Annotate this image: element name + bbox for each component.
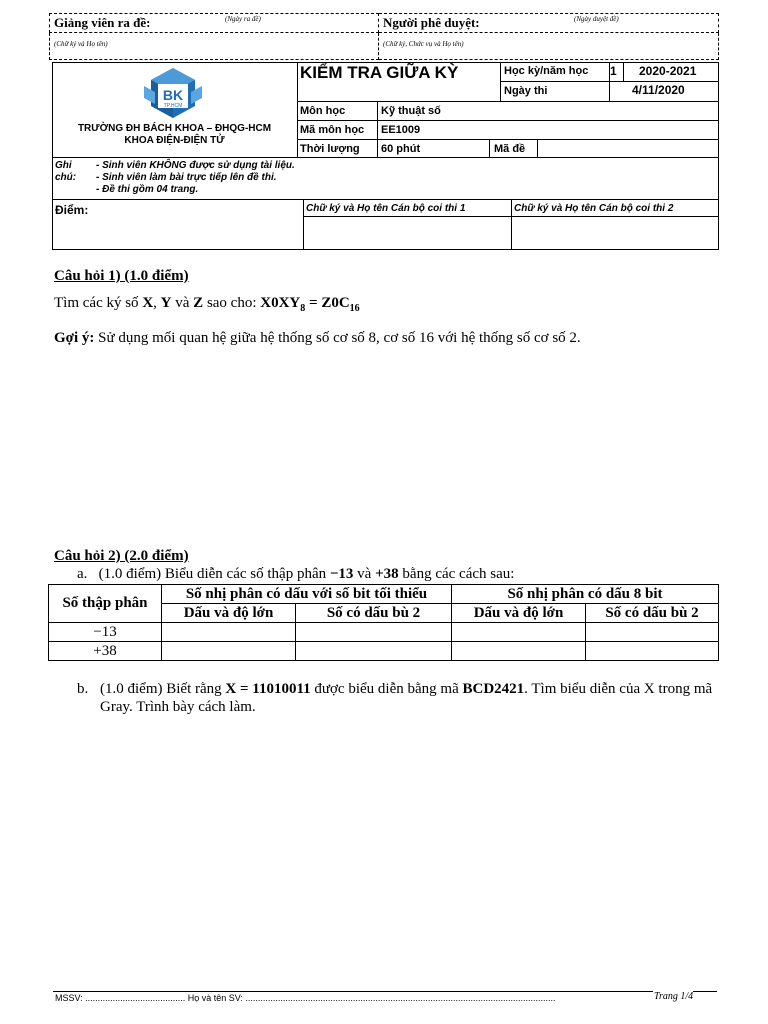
approver-cell bbox=[379, 14, 719, 33]
approver-date-hint: (Ngày duyệt đề) bbox=[574, 15, 619, 23]
semester-value: 1 bbox=[610, 64, 617, 78]
author-label: Giảng viên ra đề: bbox=[54, 15, 151, 30]
answer-cell[interactable] bbox=[586, 642, 719, 661]
school-block bbox=[52, 62, 298, 157]
sub-sign-magnitude: Dấu và độ lớn bbox=[162, 604, 296, 623]
footer-rule bbox=[53, 991, 717, 992]
approver-sign-cell bbox=[379, 33, 719, 60]
mssv-field: MSSV: ........................................ bbox=[55, 993, 186, 1003]
sub-twos-complement: Số có dấu bù 2 bbox=[586, 604, 719, 623]
answer-cell[interactable] bbox=[162, 623, 296, 642]
col-group-8bit: Số nhị phân có dấu 8 bit bbox=[452, 585, 719, 604]
answer-cell[interactable] bbox=[452, 623, 586, 642]
sub-twos-complement: Số có dấu bù 2 bbox=[296, 604, 452, 623]
author-cell bbox=[50, 14, 379, 33]
q2-heading: Câu hỏi 2) (2.0 điểm) bbox=[54, 548, 189, 564]
approver-sign-hint: (Chữ ký, Chức vụ và Họ tên) bbox=[383, 40, 464, 48]
date-label: Ngày thi bbox=[504, 85, 548, 97]
q2a-marker: a. bbox=[77, 566, 88, 582]
subject-label: Môn học bbox=[300, 105, 346, 117]
note-item: - Đề thi gồm 04 trang. bbox=[96, 184, 199, 195]
representation-table bbox=[48, 584, 719, 661]
student-name-field: Họ và tên SV: ............................................................................................................................ bbox=[185, 993, 556, 1003]
exam-info-grid bbox=[297, 62, 719, 157]
var-y: Y bbox=[160, 295, 172, 311]
hint-text: Sử dụng mối quan hệ giữa hệ thống số cơ số 8, cơ số 16 với hệ thống số cơ số 2. bbox=[94, 330, 581, 346]
notes-label: Ghi chú: bbox=[55, 160, 77, 183]
faculty-name: KHOA ĐIỆN-ĐIỆN TỬ bbox=[124, 135, 225, 146]
var-z: Z bbox=[193, 295, 204, 311]
score-label: Điểm: bbox=[55, 203, 89, 217]
table-row bbox=[49, 623, 719, 642]
course-code-label: Mã môn học bbox=[300, 124, 365, 136]
exam-code-label: Mã đề bbox=[494, 143, 526, 155]
proctor1-label: Chữ ký và Họ tên Cán bộ coi thi 1 bbox=[306, 203, 466, 214]
notes-list bbox=[96, 160, 295, 196]
semester-label: Học kỳ/năm học bbox=[504, 65, 589, 77]
author-date-hint: (Ngày ra đề) bbox=[225, 15, 261, 23]
hint-label: Gợi ý: bbox=[54, 330, 95, 346]
q2b-text: b. (1.0 điểm) Biết rằng X = 11010011 được biểu diễn bằng mã BCD2421. Tìm biểu diễn của X trong mã Gray. Trình bày cách làm. bbox=[77, 681, 713, 715]
q1-hint bbox=[54, 330, 581, 347]
note-item: - Sinh viên làm bài trực tiếp lên đề thi. bbox=[96, 172, 277, 183]
row-value: +38 bbox=[49, 642, 162, 661]
row-value: −13 bbox=[49, 623, 162, 642]
author-sign-hint: (Chữ ký và Họ tên) bbox=[54, 40, 108, 48]
date-value: 4/11/2020 bbox=[632, 83, 685, 97]
exam-title: KIỂM TRA GIỮA KỲ bbox=[300, 63, 459, 82]
answer-cell[interactable] bbox=[162, 642, 296, 661]
answer-cell[interactable] bbox=[452, 642, 586, 661]
author-sign-cell bbox=[50, 33, 379, 60]
university-name: TRƯỜNG ĐH BÁCH KHOA – ĐHQG-HCM bbox=[77, 123, 272, 134]
subject-value: Kỹ thuật số bbox=[381, 105, 441, 117]
footer bbox=[55, 993, 717, 1003]
logo-letters: BK bbox=[162, 87, 184, 103]
page-number: Trang 1/4 bbox=[654, 991, 694, 1002]
bk-logo bbox=[141, 66, 205, 124]
answer-cell[interactable] bbox=[296, 642, 452, 661]
year-value: 2020-2021 bbox=[639, 64, 697, 78]
q2a-text: a. (1.0 điểm) Biểu diễn các số thập phân −13 và +38 bằng các cách sau: bbox=[77, 566, 515, 582]
signature-strip bbox=[49, 13, 719, 60]
note-item: - Sinh viên KHÔNG được sử dụng tài liệu. bbox=[96, 160, 295, 171]
answer-cell[interactable] bbox=[296, 623, 452, 642]
duration-label: Thời lượng bbox=[300, 143, 360, 155]
answer-cell[interactable] bbox=[586, 623, 719, 642]
col-group-min-bits: Số nhị phân có dấu với số bit tối thiểu bbox=[162, 585, 452, 604]
table-row bbox=[49, 642, 719, 661]
course-code-value: EE1009 bbox=[381, 124, 421, 136]
q1-heading: Câu hỏi 1) (1.0 điểm) bbox=[54, 268, 189, 284]
var-x: X bbox=[142, 295, 154, 311]
q2b-marker: b. bbox=[77, 681, 89, 697]
sub-sign-magnitude: Dấu và độ lớn bbox=[452, 604, 586, 623]
proctor2-label: Chữ ký và Họ tên Cán bộ coi thi 2 bbox=[514, 203, 674, 214]
equation: $X0XY_8 = Z0C_{16}$ bbox=[260, 295, 360, 314]
q1-text: Tìm các ký số X, Y và Z sao cho: $X0XY_8 = Z0C_{16}$ bbox=[54, 295, 360, 314]
col-decimal: Số thập phân bbox=[49, 585, 162, 623]
approver-label: Người phê duyệt: bbox=[383, 15, 480, 30]
logo-sub: TP.HCM bbox=[163, 103, 183, 109]
duration-value: 60 phút bbox=[381, 143, 421, 155]
